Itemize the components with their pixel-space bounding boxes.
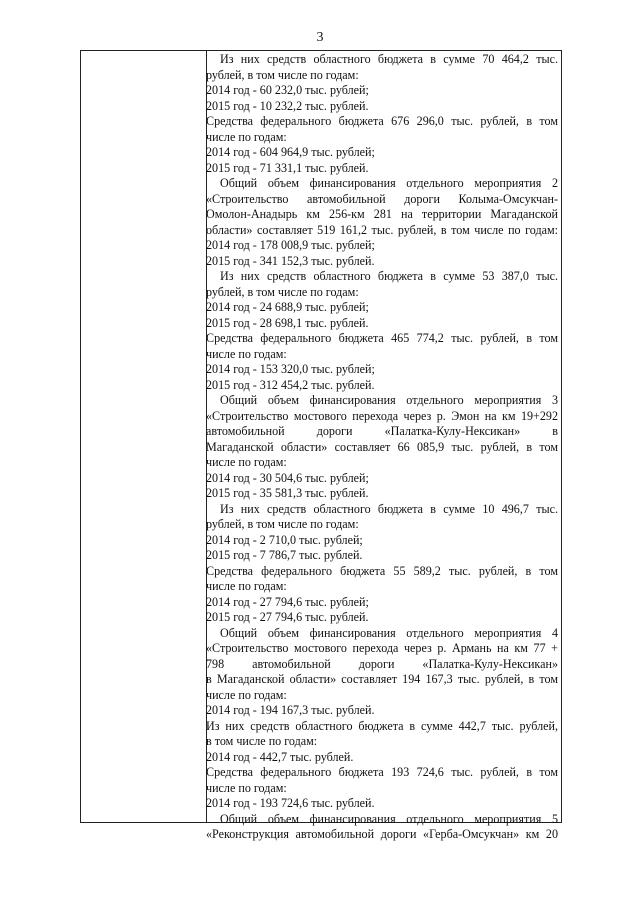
text-line: «Строительство автомобильной дороги Колыма-Омсукчан- xyxy=(206,191,558,206)
page-bottom-edge xyxy=(0,898,640,905)
text-line: Омолон-Анадырь км 256-км 281 на территории Магаданской xyxy=(206,207,558,221)
text-line: 2015 год - 28 698,1 тыс. рублей. xyxy=(206,315,369,330)
text-line: Средства федерального бюджета 193 724,6 тыс. рублей, в том xyxy=(206,765,558,779)
text-line: Магаданской области» составляет 66 085,9 тыс. рублей, в том xyxy=(206,439,558,454)
text-line: Из них средств областного бюджета в сумме 70 464,2 тыс. xyxy=(220,52,558,66)
text-line: 2014 год - 153 320,0 тыс. рублей; xyxy=(206,362,375,376)
text-line: 2014 год - 30 504,6 тыс. рублей; xyxy=(206,470,369,485)
text-line: Общий объем финансирования отдельного мероприятия 5 xyxy=(220,811,558,826)
text-line: 2014 год - 178 008,9 тыс. рублей; xyxy=(206,238,375,252)
text-line: числе по годам: xyxy=(206,579,287,593)
text-line: 2014 год - 2 710,0 тыс. рублей; xyxy=(206,532,363,547)
text-line: Общий объем финансирования отдельного мероприятия 3 xyxy=(220,393,558,407)
text-line: области» составляет 519 161,2 тыс. рублей, в том числе по годам: xyxy=(206,222,558,237)
text-line: рублей, в том числе по годам: xyxy=(206,284,359,299)
text-line: рублей, в том числе по годам: xyxy=(206,67,359,82)
text-line: «Строительство мостового перехода через р. Армань на км 77 + xyxy=(206,641,558,655)
text-line: Из них средств областного бюджета в сумме 442,7 тыс. рублей, xyxy=(206,718,558,733)
text-line: Средства федерального бюджета 465 774,2 тыс. рублей, в том xyxy=(206,331,558,345)
text-line: числе по годам: xyxy=(206,455,287,469)
text-line: 2014 год - 27 794,6 тыс. рублей; xyxy=(206,594,369,609)
text-line: числе по годам: xyxy=(206,129,287,144)
text-line: 2014 год - 194 167,3 тыс. рублей. xyxy=(206,703,375,717)
table-cell-text xyxy=(206,52,558,843)
text-line: 2015 год - 71 331,1 тыс. рублей. xyxy=(206,160,369,175)
text-line: Из них средств областного бюджета в сумме 10 496,7 тыс. xyxy=(220,501,558,516)
text-line: 2014 год - 24 688,9 тыс. рублей; xyxy=(206,300,369,314)
text-line: 2015 год - 341 152,3 тыс. рублей. xyxy=(206,253,375,268)
text-line: в Магаданской области» составляет 194 167,3 тыс. рублей, в том xyxy=(206,672,558,686)
text-line: 2015 год - 35 581,3 тыс. рублей. xyxy=(206,486,369,500)
text-line: Средства федерального бюджета 55 589,2 тыс. рублей, в том xyxy=(206,563,558,578)
text-line: Средства федерального бюджета 676 296,0 тыс. рублей, в том xyxy=(206,114,558,128)
page-number: 3 xyxy=(316,30,324,45)
text-line: 2015 год - 7 786,7 тыс. рублей. xyxy=(206,548,363,562)
text-line: рублей, в том числе по годам: xyxy=(206,517,359,531)
text-line: 2014 год - 604 964,9 тыс. рублей; xyxy=(206,145,375,159)
text-line: Общий объем финансирования отдельного мероприятия 4 xyxy=(220,625,558,640)
text-line: Общий объем финансирования отдельного мероприятия 2 xyxy=(220,176,558,190)
text-line: числе по годам: xyxy=(206,346,287,361)
text-line: 2015 год - 312 454,2 тыс. рублей. xyxy=(206,377,375,392)
text-line: 2014 год - 193 724,6 тыс. рублей. xyxy=(206,796,375,810)
text-line: «Реконструкция автомобильной дороги «Герба-Омсукчан» км 20 xyxy=(206,827,558,841)
text-line: числе по годам: xyxy=(206,687,287,702)
text-line: 798 автомобильной дороги «Палатка-Кулу-Нексикан» xyxy=(206,656,558,671)
text-line: Из них средств областного бюджета в сумме 53 387,0 тыс. xyxy=(220,269,558,283)
text-line: в том числе по годам: xyxy=(206,734,318,748)
text-line: автомобильной дороги «Палатка-Кулу-Нексикан» в xyxy=(206,424,558,438)
text-line: «Строительство мостового перехода через р. Эмон на км 19+292 xyxy=(206,408,558,423)
text-line: 2014 год - 60 232,0 тыс. рублей; xyxy=(206,83,369,97)
text-line: 2015 год - 10 232,2 тыс. рублей. xyxy=(206,98,369,113)
text-line: числе по годам: xyxy=(206,780,287,795)
text-line: 2015 год - 27 794,6 тыс. рублей. xyxy=(206,610,369,624)
text-line: 2014 год - 442,7 тыс. рублей. xyxy=(206,749,354,764)
